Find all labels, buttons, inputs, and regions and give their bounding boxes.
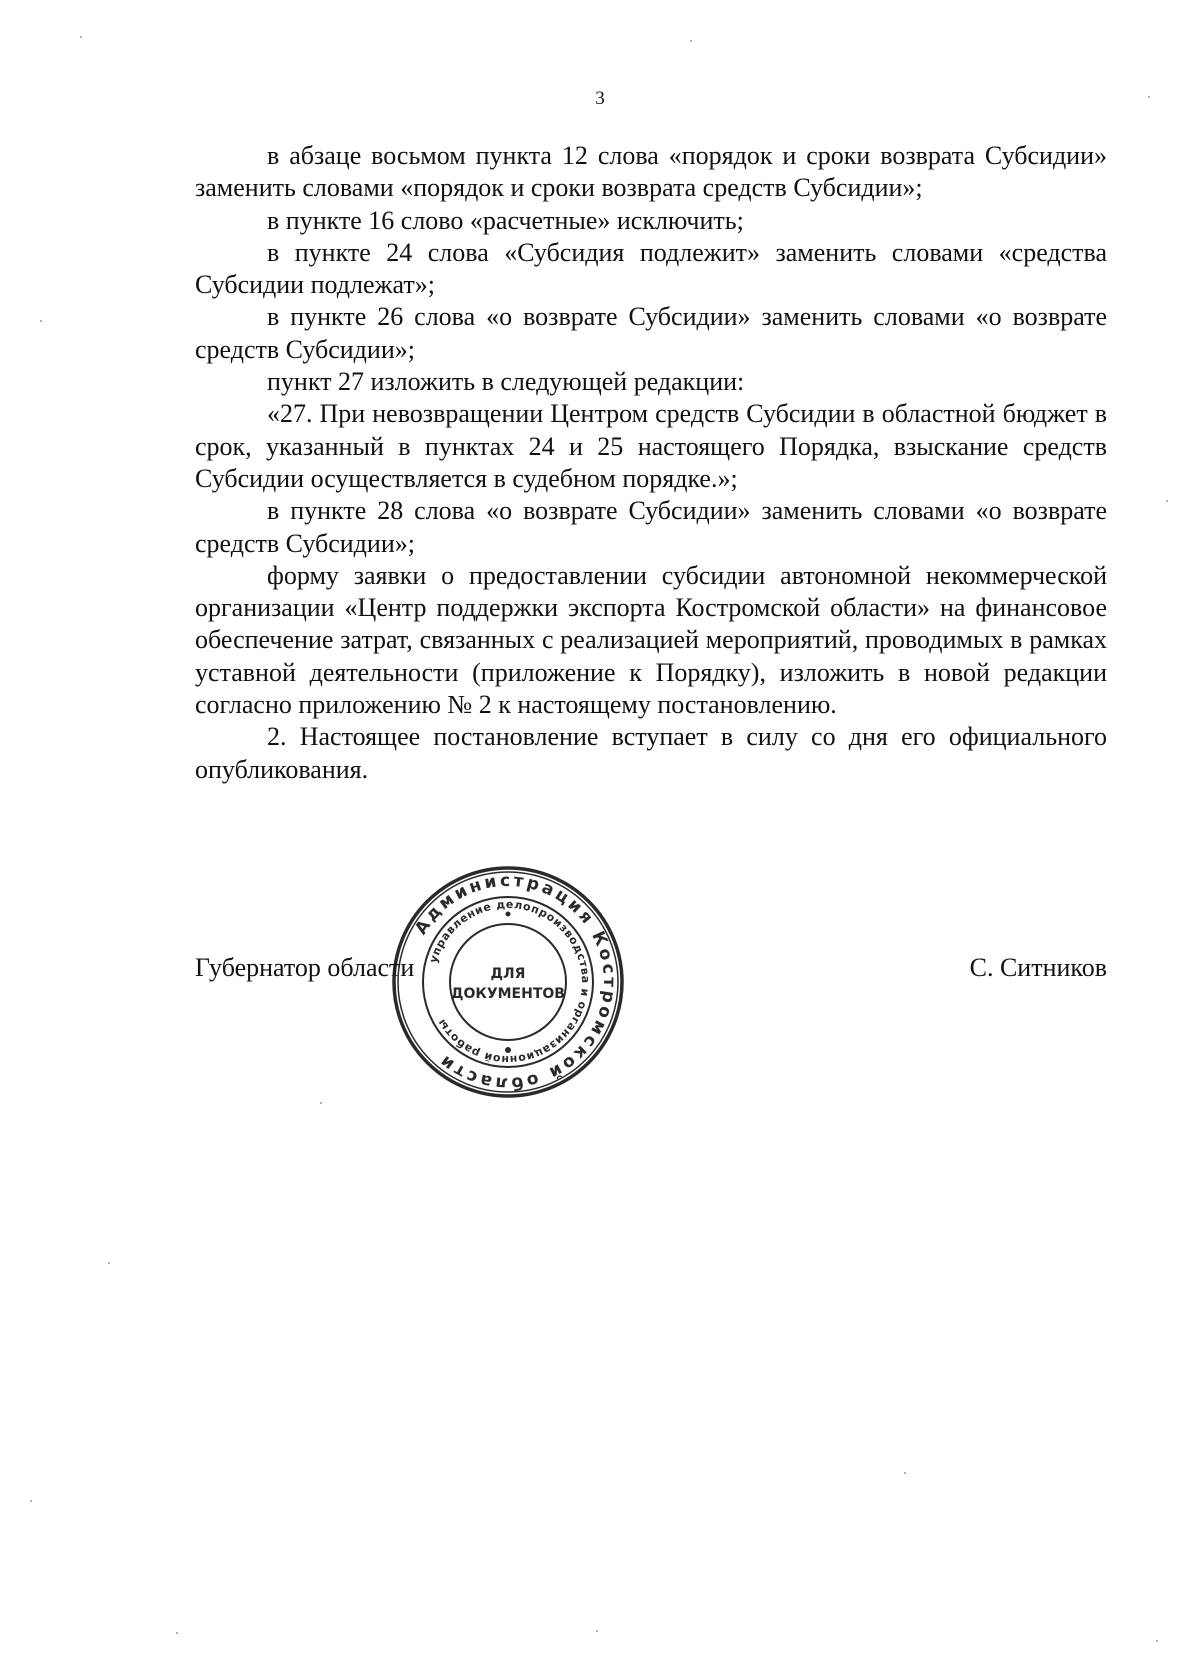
scan-speck	[1166, 500, 1168, 502]
scan-speck	[176, 1632, 178, 1634]
paragraph-7: в пункте 28 слова «о возврате Субсидии» заменить словами «о возврате средств Субсидии»;	[195, 496, 1107, 558]
stamp-inner-text: управление делопроизводства и организационной работы	[426, 897, 593, 1067]
document-body	[195, 140, 1107, 786]
scan-speck	[30, 1500, 32, 1502]
scan-speck	[690, 40, 692, 42]
scan-speck	[904, 1472, 906, 1474]
signatory-name: С. Ситников	[969, 953, 1107, 982]
stamp-middle-ring	[423, 897, 593, 1067]
page-number: 3	[595, 88, 605, 109]
paragraph-9: 2. Настоящее постановление вступает в силу со дня его официального опубликования.	[195, 722, 1107, 784]
stamp-outer-text: Администрация Костромской области	[411, 870, 620, 1094]
scan-speck	[80, 36, 82, 38]
paragraph-1: в абзаце восьмом пункта 12 слова «порядок и сроки возврата Субсидии» заменить словами «порядок и сроки возврата средств Субсидии»;	[195, 141, 1107, 203]
stamp-bottom-dot	[505, 1047, 511, 1053]
paragraph-6: «27. При невозвращении Центром средств Субсидии в областной бюджет в срок, указанный в пунктах 24 и 25 настоящего Порядка, взыскание средств Субсидии осуществляется в судебном порядке.»;	[195, 399, 1107, 493]
stamp-center-line-2: ДОКУМЕНТОВ	[451, 986, 565, 1002]
official-seal-stamp	[388, 862, 628, 1102]
stamp-inner-ring	[450, 924, 566, 1040]
scan-speck	[320, 1102, 322, 1104]
stamp-center-line-1: ДЛЯ	[490, 966, 526, 982]
scan-speck	[1148, 96, 1150, 98]
stamp-top-dot	[506, 912, 511, 917]
paragraph-5: пункт 27 изложить в следующей редакции:	[267, 367, 745, 397]
scan-speck	[596, 1630, 598, 1632]
signatory-title: Губернатор области	[195, 953, 415, 982]
paragraph-4: в пункте 26 слова «о возврате Субсидии» заменить словами «о возврате средств Субсидии»;	[195, 302, 1107, 364]
scan-speck	[108, 1262, 110, 1264]
paragraph-3: в пункте 24 слова «Субсидия подлежит» заменить словами «средства Субсидии подлежат»;	[195, 237, 1107, 300]
scan-speck	[1156, 1640, 1158, 1642]
paragraph-8: форму заявки о предоставлении субсидии автономной некоммерческой организации «Центр поддержки экспорта Костромской области» на финансовое обеспечение затрат, связанных с реализацией мероприятий, проводимых в рамках уставной деятельности (приложение к Порядку), изложить в новой редакции согласно приложению № 2 к настоящему постановлению.	[195, 560, 1107, 720]
scan-speck	[40, 320, 42, 322]
paragraph-2: в пункте 16 слово «расчетные» исключить;	[267, 205, 744, 235]
